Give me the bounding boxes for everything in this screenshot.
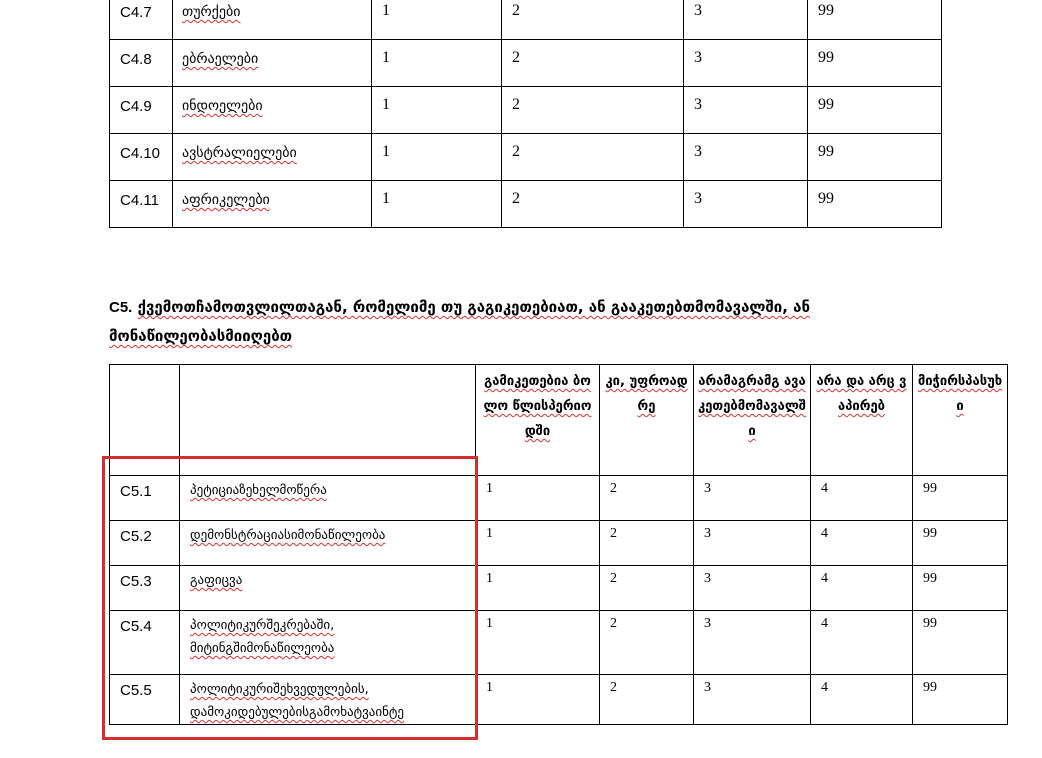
option-1: 1 [382,190,390,207]
option-99: 99 [923,526,937,541]
table-row [110,181,942,228]
row-label-line2: დამოკიდებულებისგამოხატვაინტე [190,705,405,720]
table-row [110,87,942,134]
table-row [110,40,942,87]
option-1: 1 [486,481,493,496]
row-code: C4.9 [120,98,152,115]
table-row [110,611,1008,675]
table-row [110,521,1008,566]
table-header-row [110,365,1008,476]
option-2: 2 [512,190,520,207]
option-3: 3 [694,2,702,19]
row-code: C5.2 [120,528,152,545]
option-2: 2 [610,571,617,586]
option-99: 99 [818,190,834,207]
row-code: C5.5 [120,682,152,699]
row-code: C4.10 [120,145,161,162]
option-99: 99 [923,680,937,695]
option-2: 2 [512,143,520,160]
option-4: 4 [821,526,828,541]
row-label-line1: პოლიტიკურიშეხვედულების, [190,682,369,697]
option-1: 1 [382,2,390,19]
row-code: C4.11 [120,192,159,209]
option-99: 99 [923,571,937,586]
row-label: დემონსტრაციასიმონაწილეობა [190,528,386,543]
option-2: 2 [610,680,617,695]
table-row [110,675,1008,725]
option-99: 99 [818,96,834,113]
row-label: ინდოელები [182,98,263,114]
section-number: C5. [109,299,133,316]
row-code: C4.8 [120,51,152,68]
table-row [110,476,1008,521]
section-title-line1: ქვემოთჩამოთვლილთაგან, რომელიმე თუ გაგიკეთებიათ, ან გააკეთებთმომავალში, ან [137,298,810,316]
option-3: 3 [694,190,702,207]
option-4: 4 [821,571,828,586]
row-label: ებრაელები [182,51,259,67]
row-label: თურქები [182,4,241,20]
option-3: 3 [694,96,702,113]
column-header-yes-earlier: კი, უფროადრე [605,374,688,414]
option-2: 2 [512,2,520,19]
option-4: 4 [821,616,828,631]
row-code: C5.4 [120,618,152,635]
option-1: 1 [486,571,493,586]
option-99: 99 [923,481,937,496]
column-header-no-but-will: არამაგრამგ ავაკეთებმომავალში [698,374,806,439]
option-2: 2 [512,96,520,113]
table-row [110,0,942,40]
table-c4 [109,0,942,228]
option-1: 1 [382,96,390,113]
option-2: 2 [610,481,617,496]
option-99: 99 [818,2,834,19]
option-3: 3 [704,481,711,496]
row-label: პეტიციაზეხელმოწერა [190,483,327,498]
table-row [110,566,1008,611]
option-99: 99 [923,616,937,631]
option-1: 1 [486,616,493,631]
row-label-line1: პოლიტიკურშეკრებაში, [190,618,335,633]
option-4: 4 [821,680,828,695]
option-3: 3 [704,616,711,631]
table-c5 [109,364,1008,725]
column-header-done-last-year: გამიკეთებია ბოლო წლისპერიოდში [483,374,592,439]
option-4: 4 [821,481,828,496]
table-row [110,134,942,181]
option-3: 3 [704,526,711,541]
column-header-hard-to-answer: მიჭირსპასუხი [917,374,1003,414]
row-label: გაფიცვა [190,573,243,588]
option-3: 3 [704,680,711,695]
row-label: აფრიკელები [182,192,270,208]
option-99: 99 [818,143,834,160]
row-label-line2: მიტინგშიმონაწილეობა [190,641,335,656]
option-2: 2 [610,616,617,631]
option-1: 1 [486,680,493,695]
option-2: 2 [512,49,520,66]
option-1: 1 [486,526,493,541]
row-code: C5.3 [120,573,152,590]
option-99: 99 [818,49,834,66]
option-1: 1 [382,143,390,160]
option-3: 3 [704,571,711,586]
column-header-no-never: არა და არც ვაპირებ [816,374,907,414]
row-code: C5.1 [120,483,152,500]
section-heading [109,293,949,350]
option-3: 3 [694,49,702,66]
row-code: C4.7 [120,4,152,21]
option-2: 2 [610,526,617,541]
option-1: 1 [382,49,390,66]
section-title-line2: მონაწილეობასმიიღებთ [109,327,293,345]
option-3: 3 [694,143,702,160]
row-label: ავსტრალიელები [182,145,297,161]
